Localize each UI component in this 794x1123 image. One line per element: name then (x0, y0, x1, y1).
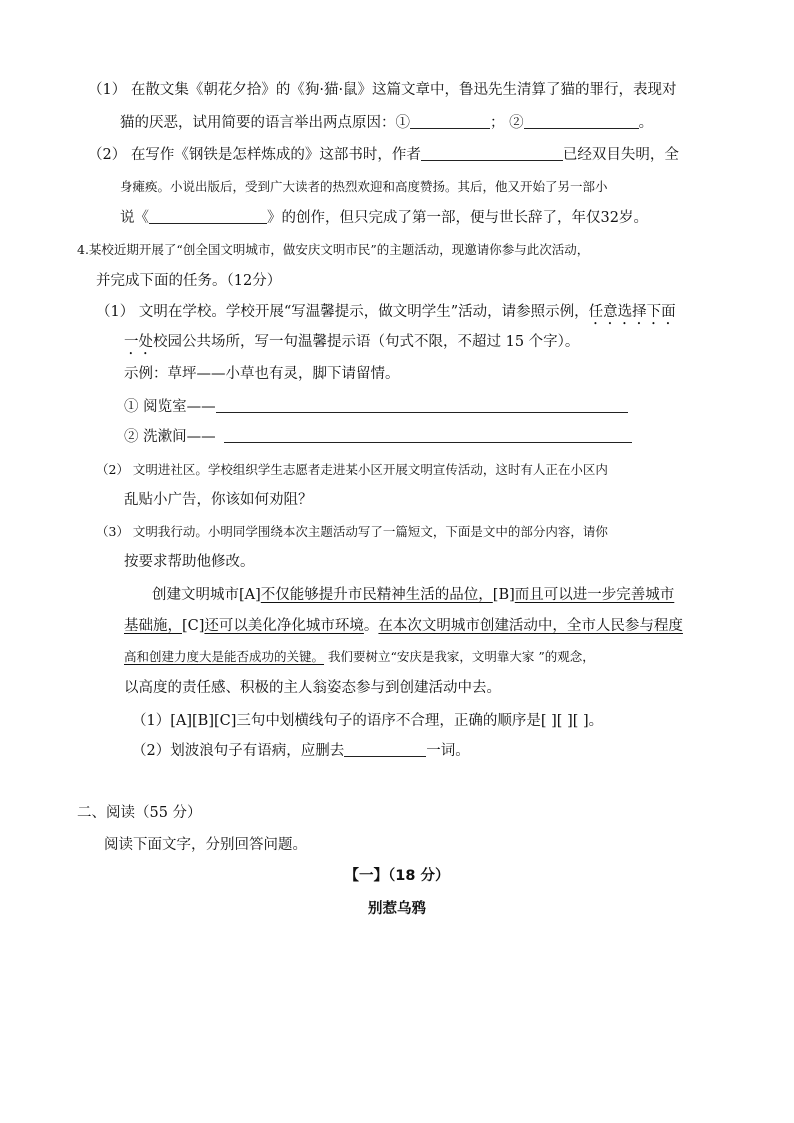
q3-part2-prompt: （2） 在写作《钢铁是怎样炼成的》这部书时，作者 (88, 147, 421, 163)
section-heading: 二、阅读（55 分） (77, 805, 202, 821)
period: 。 (638, 115, 654, 131)
underlined-sentence-b-cont: 基础施， (124, 618, 182, 634)
q4-part1-text: 校园公共场所，写一句温馨提示语（句式不限，不超过 15 个字）。 (153, 334, 580, 350)
example-line: 示例：草坪——小草也有灵，脚下请留情。 (124, 366, 400, 382)
answer-blank-reason1[interactable] (410, 114, 490, 129)
answer-blank-author[interactable] (421, 146, 563, 161)
article-title: 别惹乌鸦 (368, 901, 426, 917)
passage-line2 (124, 616, 683, 636)
q4-part2-line2: 乱贴小广告，你该如何劝阻？ (124, 492, 313, 508)
passage-line1 (152, 585, 674, 605)
underlined-sentence-a: 不仅能够提升市民精神生活的品位， (260, 587, 493, 603)
q3-part1-line1: （1） 在散文集《朝花夕拾》的《狗·猫·鼠》这篇文章中，鲁迅先生清算了猫的罪行，表现对 (88, 82, 677, 98)
q4-part3-line1: （3） 文明我行动。小明同学围绕本次主题活动写了一篇短文，下面是文中的部分内容，请你 (96, 524, 608, 539)
emphasis-text: 任意选择下面 (588, 304, 676, 320)
sub-question-2 (132, 741, 470, 761)
answer-blank-delete-word[interactable] (344, 742, 426, 757)
option-washroom (124, 427, 632, 447)
q3-part1-line2 (120, 113, 653, 133)
part-heading: 【一】（18 分） (344, 868, 450, 884)
wavy-sentence: 在本次文明城市创建活动中，全市人民参与程度 (378, 618, 683, 634)
q4-part3-line2: 按要求帮助他修改。 (124, 554, 255, 570)
q4-part1-line2 (124, 332, 579, 358)
q3-part2-line3-start: 说《 (120, 210, 149, 226)
q4-part1-line1 (96, 302, 676, 328)
q3-part2-line3 (120, 208, 648, 228)
passage-text: 。 (363, 618, 379, 634)
q3-part2-line2: 身瘫痪。小说出版后，受到广大读者的热烈欢迎和高度赞扬。其后，他又开始了另一部小 (120, 179, 608, 194)
passage-text: 我们要树立“安庆是我家，文明靠大家 ”的观念， (324, 649, 595, 664)
marker-c: [C] (182, 618, 205, 634)
q4-part1-text: （1） 文明在学校。学校开展“写温馨提示，做文明学生”活动，请参照示例， (96, 304, 589, 320)
q3-part2-cont: 已经双目失明，全 (562, 147, 679, 163)
sub-question-1: （1）[A][B][C]三句中划横线句子的语序不合理，正确的顺序是[ ][ ][ ]。 (132, 713, 604, 729)
option-reading-room (124, 397, 628, 417)
q3-part2-line3-end: 》的创作，但只完成了第一部，便与世长辞了，年仅32岁。 (267, 210, 648, 226)
passage-line4: 以高度的责任感、积极的主人翁姿态参与到创建活动中去。 (124, 680, 501, 696)
emphasis-text: 一处 (124, 334, 153, 350)
q3-part1-prompt: 猫的厌恶，试用简要的语言举出两点原因：① (120, 115, 410, 131)
answer-blank-reason2[interactable] (524, 114, 639, 129)
q4-stem-line1: 4.某校近期开展了“创全国文明城市，做安庆文明市民”的主题活动，现邀请你参与此次活动， (77, 242, 590, 257)
answer-blank-book[interactable] (149, 209, 267, 224)
sub-question-2-text: （2）划波浪句子有语病，应删去 (132, 743, 345, 759)
underlined-sentence-b: 而且可以进一步完善城市 (514, 587, 675, 603)
q4-part2-line1: （2） 文明进社区。学校组织学生志愿者走进某小区开展文明宣传活动，这时有人正在小区内 (96, 462, 608, 477)
q3-part2-line1 (88, 145, 679, 165)
marker-b: [B] (492, 587, 515, 603)
wavy-sentence-cont: 高和创建力度大是能否成功的关键。 (124, 649, 325, 664)
reading-instruction: 阅读下面文字，分别回答问题。 (104, 837, 307, 853)
passage-text: 创建文明城市[A] (152, 587, 261, 603)
option-label: ① 阅览室—— (124, 399, 216, 415)
separator: ； ② (490, 115, 524, 131)
option-label: ② 洗漱间—— (124, 429, 216, 445)
passage-line3 (124, 647, 595, 667)
answer-blank-reading-room[interactable] (216, 398, 628, 413)
underlined-sentence-c: 还可以美化净化城市环境 (204, 618, 364, 634)
q4-stem-line2: 并完成下面的任务。（12分） (96, 273, 282, 289)
sub-question-2-end: 一词。 (426, 743, 470, 759)
answer-blank-washroom[interactable] (224, 428, 632, 443)
